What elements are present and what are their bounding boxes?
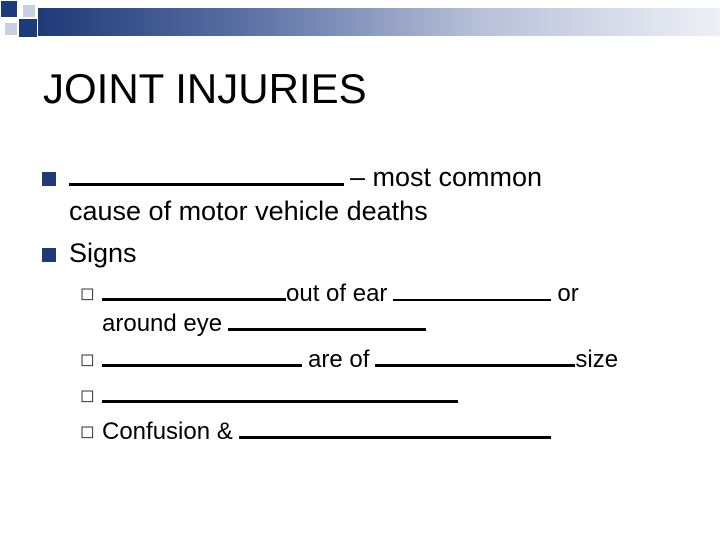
hollow-square-bullet-icon: ◻	[80, 421, 95, 442]
bullet-text-segment: – most common	[350, 162, 543, 192]
slide-title: JOINT INJURIES	[43, 65, 367, 112]
fill-in-blank	[102, 342, 302, 367]
bullet-text	[69, 160, 629, 228]
hollow-square-bullet-icon: ◻	[80, 283, 95, 304]
corner-square-decoration	[18, 18, 38, 38]
fill-in-blank	[102, 378, 458, 403]
sub-bullet-wrap-line	[102, 306, 426, 341]
sub-bullet-text-segment: are of	[308, 346, 370, 373]
sub-bullet-text-segment: or	[557, 280, 579, 307]
sub-bullet-text-segment: out of ear	[286, 280, 388, 307]
fill-in-blank	[375, 342, 575, 367]
hollow-square-bullet-icon: ◻	[80, 349, 95, 370]
corner-square-decoration	[4, 22, 18, 36]
bullet-text: Signs	[69, 238, 137, 268]
square-bullet-icon	[42, 172, 56, 186]
sub-bullet-text-segment: Confusion &	[102, 418, 233, 445]
fill-in-blank	[239, 414, 551, 439]
fill-in-blank	[69, 161, 344, 186]
fill-in-blank	[393, 277, 551, 301]
header-band	[38, 8, 720, 36]
corner-square-decoration	[22, 4, 36, 18]
corner-square-decoration	[0, 0, 18, 18]
sub-bullet-text-segment: size	[575, 346, 619, 373]
square-bullet-icon	[42, 248, 56, 262]
bullet-text-segment: cause of motor vehicle deaths	[69, 196, 428, 226]
fill-in-blank	[228, 306, 426, 331]
hollow-square-bullet-icon: ◻	[80, 385, 95, 406]
fill-in-blank	[102, 276, 286, 301]
sub-bullet-text-segment: around eye	[102, 310, 223, 337]
